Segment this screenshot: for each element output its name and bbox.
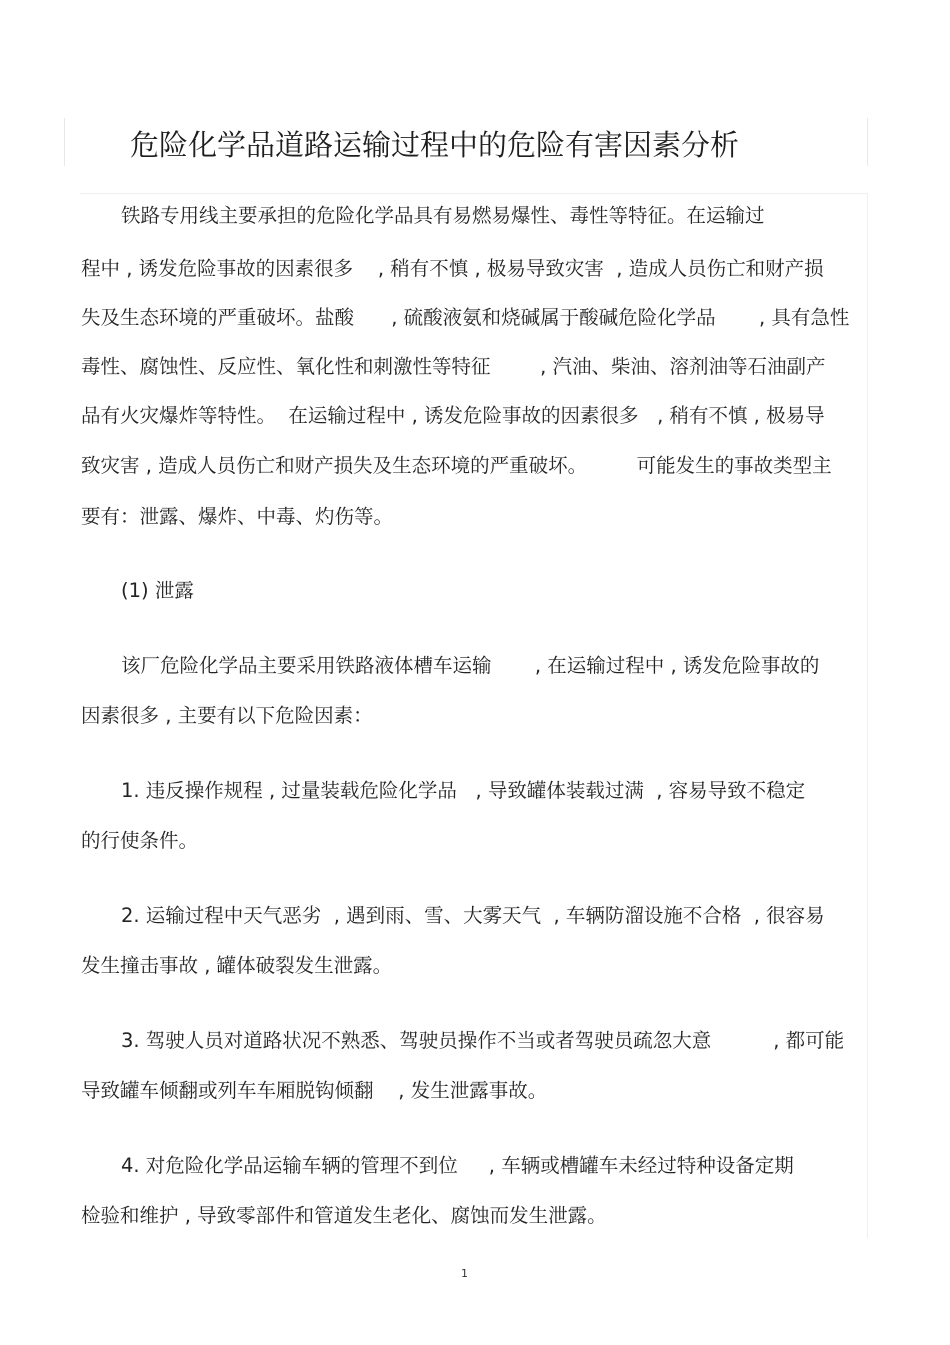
item-2-line-2: 发生撞击事故 , 罐体破裂发生泄露。 [81,954,393,977]
title-border-left [64,118,65,166]
page-number: 1 [461,1267,468,1280]
paragraph-1-line-7: 要有：泄露、爆炸、中毒、灼伤等。 [81,505,394,528]
item-4-line-1: 4. 对危险化学品运输车辆的管理不到位 , 车辆或槽罐车未经过特种设备定期 [121,1154,794,1177]
paragraph-1-line-5: 品有火灾爆炸等特性。 在运输过程中 , 诱发危险事故的因素很多 , 稍有不慎 , 极易导 [81,404,825,427]
item-3-line-1: 3. 驾驶人员对道路状况不熟悉、驾驶员操作不当或者驾驶员疏忽大意 , 都可能 [121,1029,845,1052]
paragraph-2-line-1: 该厂危险化学品主要采用铁路液体槽车运输 , 在运输过程中 , 诱发危险事故的 [121,654,820,677]
document-title: 危险化学品道路运输过程中的危险有害因素分析 [130,128,740,162]
paragraph-1-line-6: 致灾害 , 造成人员伤亡和财产损失及生态环境的严重破坏。 可能发生的事故类型主 [81,454,832,477]
item-1-line-2: 的行使条件。 [81,829,199,852]
item-1-line-1: 1. 违反操作规程 , 过量装载危险化学品 , 导致罐体装载过满 , 容易导致不稳定 [121,779,806,802]
paragraph-1-line-2: 程中 , 诱发危险事故的因素很多 , 稍有不慎 , 极易导致灾害 , 造成人员伤亡和财产损 [81,257,824,280]
paragraph-1-line-3: 失及生态环境的严重破坏。盐酸 , 硫酸液氨和烧碱属于酸碱危险化学品 , 具有急性 [81,306,850,329]
item-2-line-1: 2. 运输过程中天气恶劣 , 遇到雨、雪、大雾天气 , 车辆防溜设施不合格 , 很容易 [121,904,825,927]
paragraph-1-line-4: 毒性、腐蚀性、反应性、氧化性和刺激性等特征 , 汽油、柴油、溶剂油等石油副产 [81,355,826,378]
section-heading-leakage: (1) 泄露 [121,579,194,602]
title-border-right [867,118,868,166]
paragraph-2-line-2: 因素很多 , 主要有以下危险因素： [81,704,373,727]
item-3-line-2: 导致罐车倾翻或列车车厢脱钩倾翻 , 发生泄露事故。 [81,1079,548,1102]
content-border-right [867,193,868,1238]
content-border-top [80,193,868,194]
item-4-line-2: 检验和维护 , 导致零部件和管道发生老化、腐蚀而发生泄露。 [81,1204,607,1227]
paragraph-1-line-1: 铁路专用线主要承担的危险化学品具有易燃易爆性、毒性等特征。在运输过 [121,204,765,227]
